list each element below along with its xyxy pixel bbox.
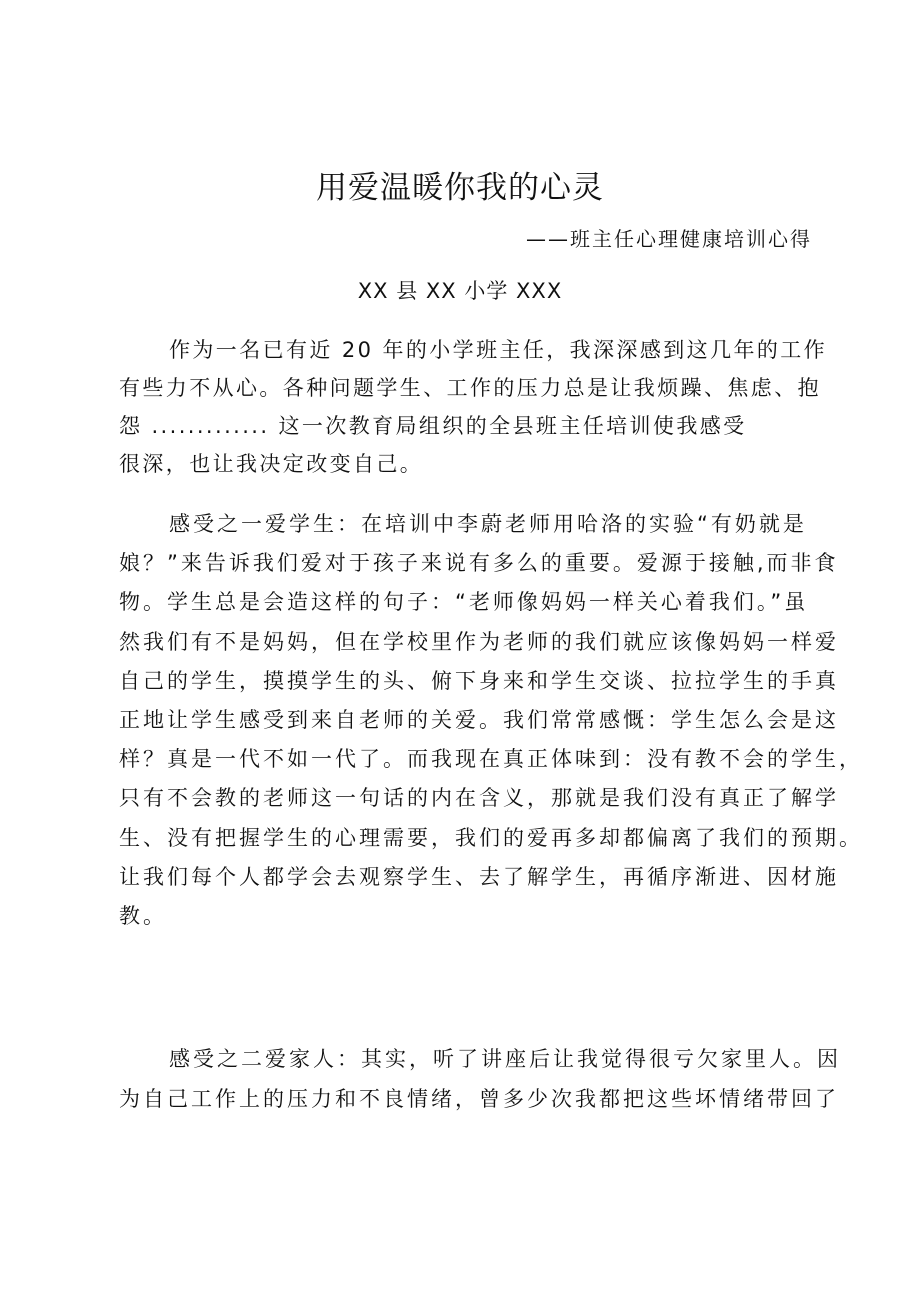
paragraph-line: 很深，也让我决定改变自己。 bbox=[119, 452, 424, 476]
paragraph-line: 教。 bbox=[119, 903, 167, 928]
document-title: 用爱温暖你我的心灵 bbox=[316, 170, 604, 206]
paragraph-line: 样？真是一代不如一代了。而我现在真正体味到：没有教不会的学生， bbox=[119, 747, 863, 772]
paragraph-line: 感受之二爱家人：其实，听了讲座后让我觉得很亏欠家里人。因 bbox=[169, 1047, 841, 1071]
paragraph-line: 只有不会教的老师这一句话的内在含义，那就是我们没有真正了解学 bbox=[119, 786, 839, 811]
paragraph-line: 让我们每个人都学会去观察学生、去了解学生，再循序渐进、因材施 bbox=[119, 864, 839, 889]
paragraph-2 bbox=[119, 505, 863, 936]
document-author: XX 县 XX 小学 XXX bbox=[357, 279, 563, 303]
paragraph-line: 生、没有把握学生的心理需要，我们的爱再多却都偏离了我们的预期。 bbox=[119, 825, 863, 850]
paragraph-1 bbox=[119, 331, 828, 485]
paragraph-line: 娘？”来告诉我们爱对于孩子来说有多么的重要。爱源于接触,而非食 bbox=[119, 551, 839, 576]
paragraph-line: 为自己工作上的压力和不良情绪，曾多少次我都把这些坏情绪带回了 bbox=[119, 1087, 839, 1111]
paragraph-3 bbox=[119, 1039, 841, 1119]
paragraph-line: 感受之一爱学生：在培训中李蔚老师用哈洛的实验“有奶就是 bbox=[169, 512, 807, 536]
paragraph-line: 然我们有不是妈妈，但在学校里作为老师的我们就应该像妈妈一样爱 bbox=[119, 629, 839, 654]
paragraph-line: 正地让学生感受到来自老师的关爱。我们常常感慨：学生怎么会是这 bbox=[119, 707, 839, 732]
paragraph-line: 作为一名已有近 20 年的小学班主任，我深深感到这几年的工作 bbox=[169, 338, 828, 362]
paragraph-line: 物。学生总是会造这样的句子：“老师像妈妈一样关心着我们。”虽 bbox=[119, 590, 809, 615]
paragraph-line: 怨 ............. 这一次教育局组织的全县班主任培训使我感受 bbox=[119, 414, 747, 438]
paragraph-line: 有些力不从心。各种问题学生、工作的压力总是让我烦躁、焦虑、抱 bbox=[119, 376, 821, 400]
paragraph-line: 自己的学生，摸摸学生的头、俯下身来和学生交谈、拉拉学生的手真 bbox=[119, 668, 839, 693]
document-subtitle: ——班主任心理健康培训心得 bbox=[526, 227, 812, 251]
